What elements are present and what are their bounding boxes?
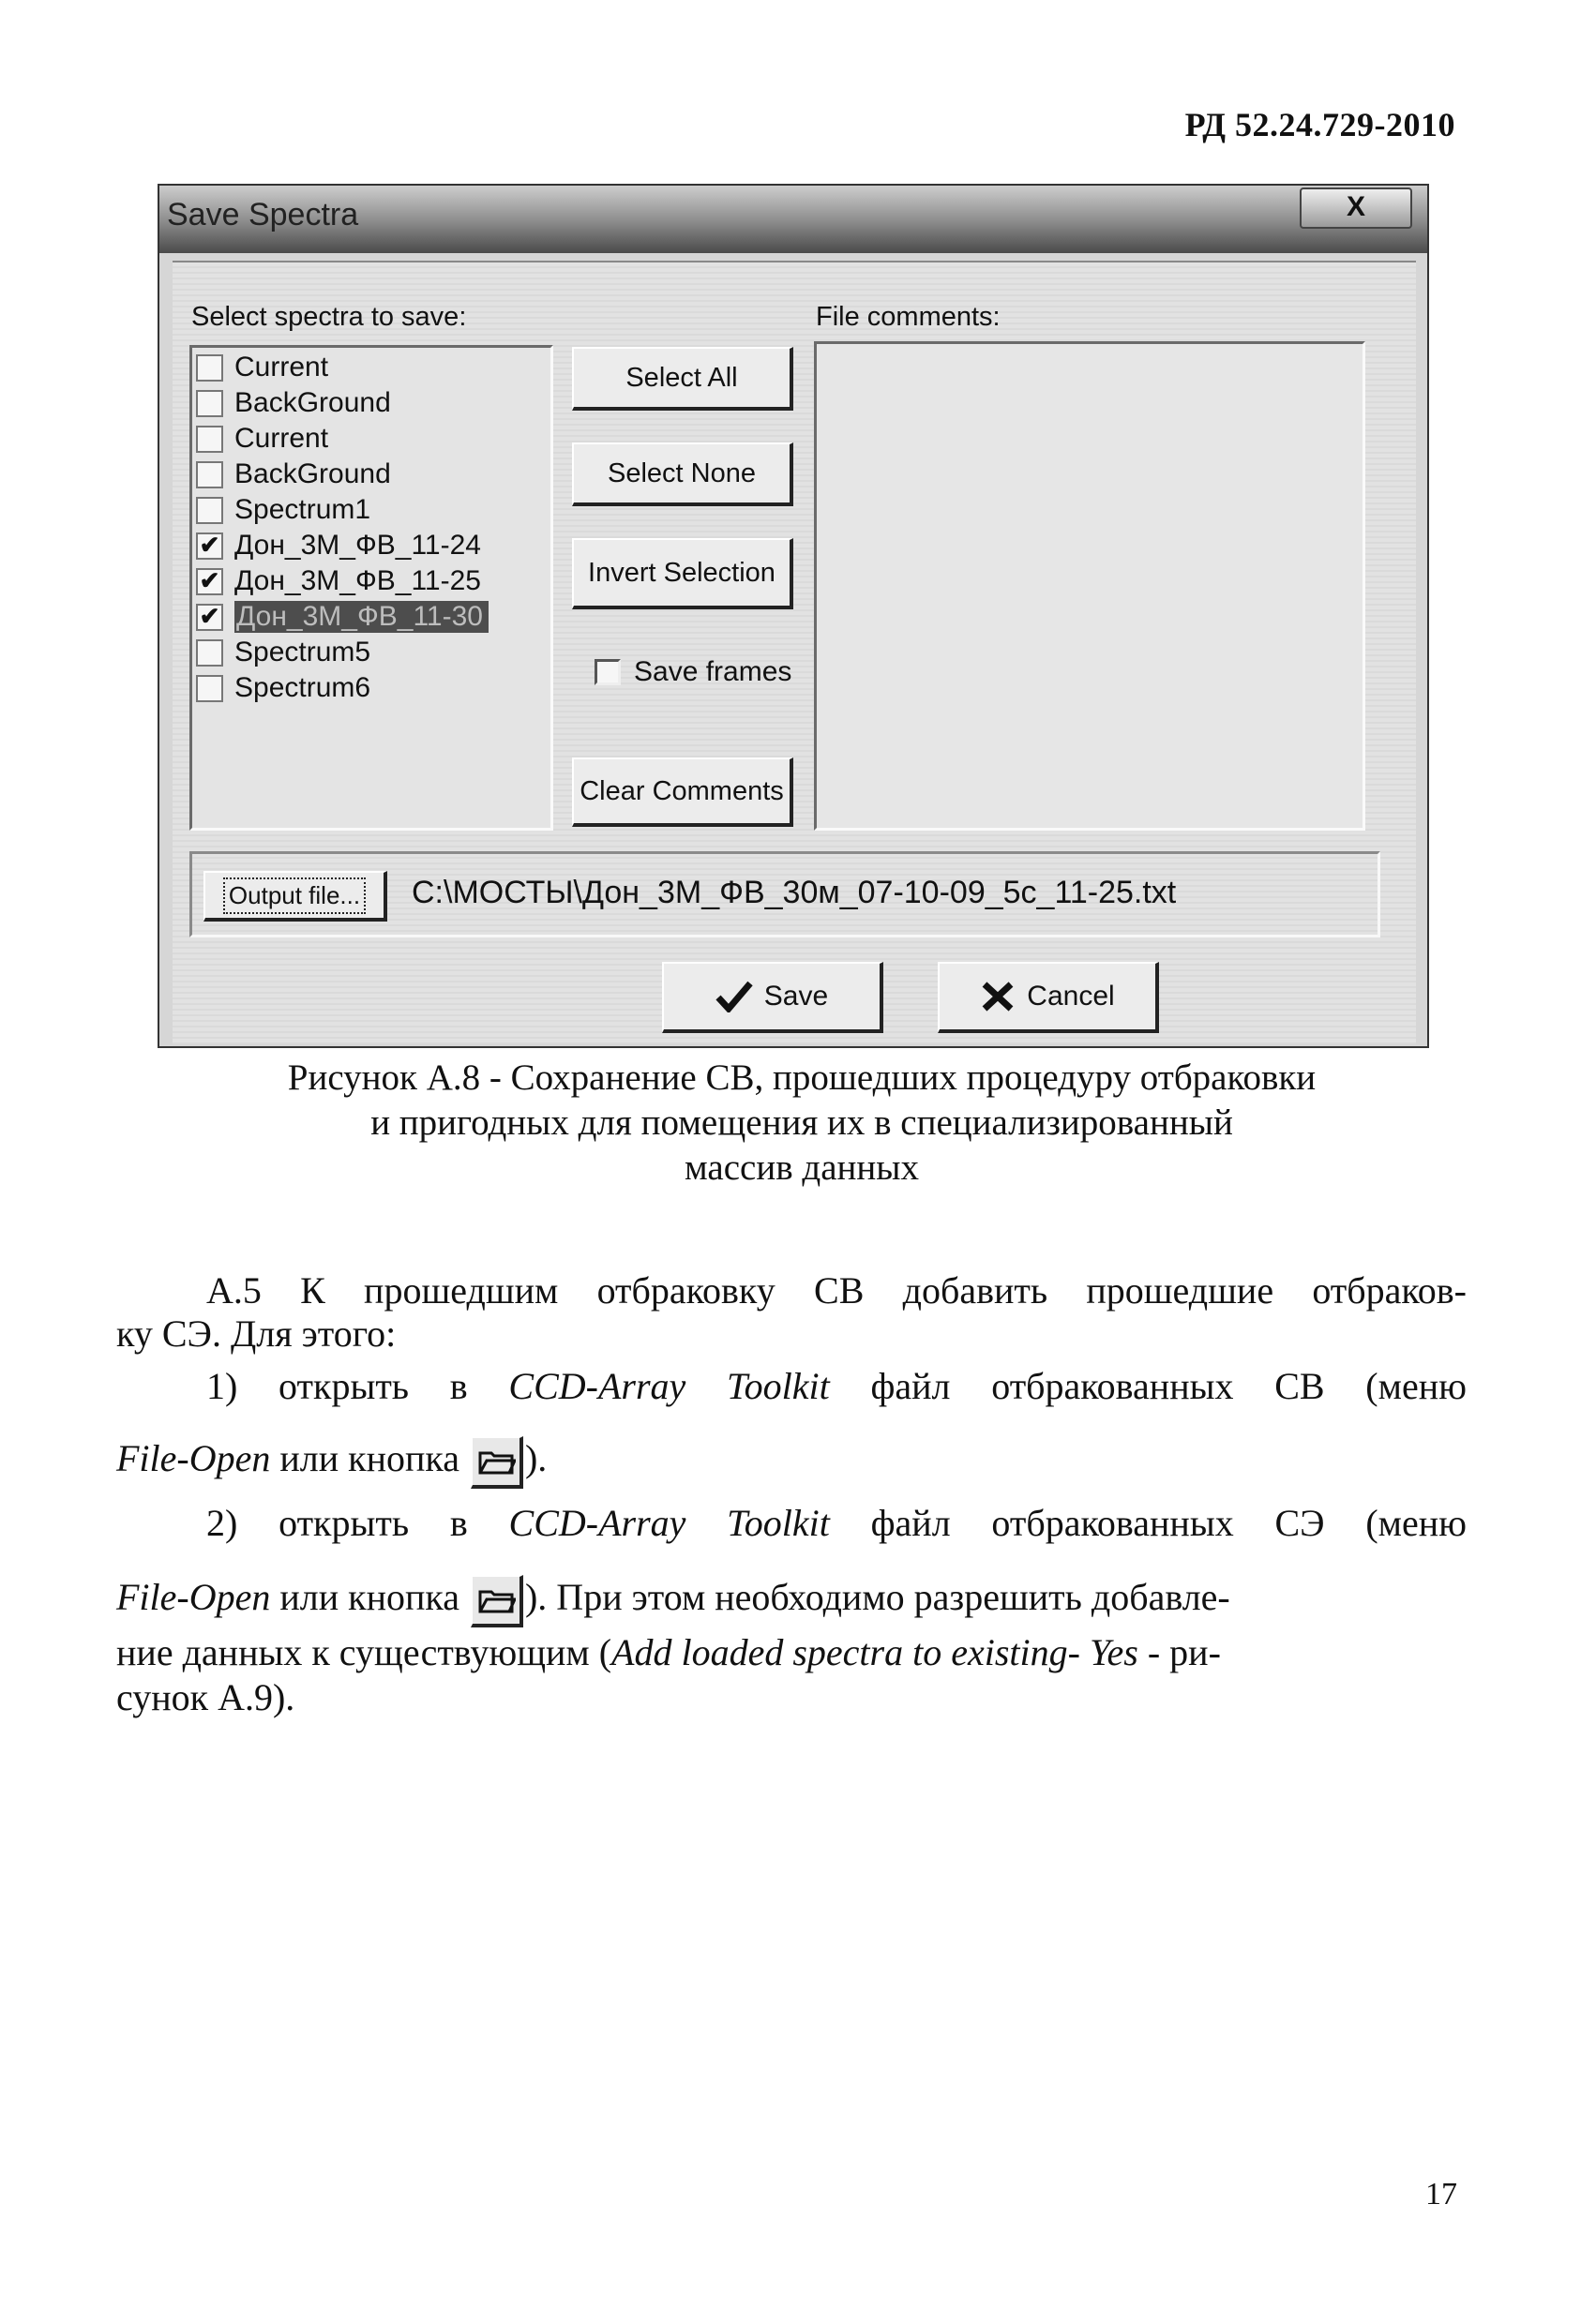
output-file-button[interactable] <box>203 871 387 922</box>
item1-text-a: 1) открыть в <box>206 1365 509 1407</box>
spectrum-list-item[interactable] <box>192 421 550 457</box>
spectrum-checkbox[interactable] <box>196 675 223 702</box>
open-folder-button-2[interactable] <box>471 1575 523 1627</box>
save-button[interactable] <box>662 962 883 1033</box>
paragraph-a5-line-2: ку СЭ. Для этого: <box>116 1312 397 1355</box>
spectrum-name: Дон_3М_ФВ_11-24 <box>234 530 481 561</box>
spectrum-checkbox[interactable]: ✔ <box>196 568 223 595</box>
list-item-1-text <box>206 1365 1467 1408</box>
list-item-2-text <box>206 1502 1467 1545</box>
spectrum-checkbox[interactable]: ✔ <box>196 604 223 631</box>
spectrum-checkbox[interactable]: ✔ <box>196 532 223 560</box>
output-file-group <box>189 851 1380 937</box>
list-item-2-line-1 <box>116 1502 1467 1545</box>
item2-option-name: Add loaded spectra to existing- Yes <box>611 1631 1138 1673</box>
spectrum-checkbox[interactable] <box>196 639 223 667</box>
spectrum-checkbox[interactable] <box>196 354 223 382</box>
cross-icon <box>980 981 1016 1012</box>
item2-text-a: 2) открыть в <box>206 1502 509 1544</box>
paragraph-a5-line-1 <box>116 1269 1467 1312</box>
spectrum-name: Current <box>234 423 329 454</box>
spectrum-list-item[interactable] <box>192 599 550 635</box>
spectrum-name: Дон_3М_ФВ_11-30 <box>234 601 489 633</box>
paragraph-a5-text-1: А.5 К прошедшим отбраковку СВ добавить прошедшие отбраков- <box>206 1269 1467 1312</box>
save-frames-checkbox[interactable] <box>591 656 791 688</box>
caption-line-2: и пригодных для помещения их в специализированный <box>370 1102 1233 1143</box>
save-frames-label: Save frames <box>634 656 792 687</box>
cancel-label: Cancel <box>1027 981 1115 1012</box>
item1-text-b: файл отбракованных СВ (меню <box>829 1365 1467 1407</box>
caption-line-3: массив данных <box>685 1147 919 1188</box>
close-icon: X <box>1346 191 1365 222</box>
cancel-button[interactable] <box>938 962 1159 1033</box>
spectrum-list-item[interactable] <box>192 670 550 706</box>
select-none-button[interactable]: Select None <box>572 442 793 506</box>
item2-text-e: ние данных к существующим ( <box>116 1631 612 1673</box>
output-file-path: C:\МОСТЫ\Дон_3М_ФВ_30м_07-10-09_5с_11-25.txt <box>412 875 1177 910</box>
spectrum-list-item[interactable] <box>192 492 550 528</box>
folder-open-icon <box>478 1586 516 1614</box>
file-comments-textarea[interactable] <box>814 341 1365 831</box>
clear-comments-button[interactable]: Clear Comments <box>572 757 793 827</box>
spectrum-checkbox[interactable] <box>196 426 223 453</box>
invert-selection-button[interactable]: Invert Selection <box>572 538 793 609</box>
checkmark-icon <box>715 981 753 1012</box>
list-item-1-line-1 <box>116 1365 1467 1408</box>
spectrum-name: Spectrum6 <box>234 672 371 703</box>
spectrum-name: Дон_3М_ФВ_11-25 <box>234 565 481 596</box>
caption-line-1: Рисунок А.8 - Сохранение СВ, прошедших процедуру отбраковки <box>287 1057 1317 1098</box>
item2-text-f: - ри- <box>1137 1631 1221 1673</box>
item2-app-name: CCD-Array Toolkit <box>508 1502 830 1544</box>
save-spectra-dialog <box>158 184 1429 1048</box>
list-item-2-line-4: сунок А.9). <box>116 1676 295 1718</box>
spectrum-list-item[interactable] <box>192 385 550 421</box>
spectrum-list-item[interactable] <box>192 635 550 670</box>
item2-menu-name: File-Open <box>116 1576 271 1619</box>
document-code: РД 52.24.729-2010 <box>1184 106 1455 143</box>
dialog-client-area <box>173 261 1416 1044</box>
spectrum-list-item[interactable] <box>192 457 550 492</box>
spectrum-name: Current <box>234 352 329 382</box>
item2-text-d: ). При этом необходимо разрешить добавле- <box>524 1576 1230 1619</box>
folder-open-icon <box>478 1447 516 1476</box>
list-item-2-line-2 <box>116 1575 1467 1627</box>
figure-caption <box>158 1056 1446 1191</box>
item1-text-c: или кнопка <box>270 1437 469 1480</box>
dialog-title: Save Spectra <box>167 197 359 232</box>
spectra-list[interactable] <box>189 345 553 831</box>
close-button[interactable] <box>1300 187 1412 229</box>
spectrum-name: Spectrum1 <box>234 494 371 525</box>
save-label: Save <box>763 981 829 1012</box>
item1-app-name: CCD-Array Toolkit <box>508 1365 830 1407</box>
spectrum-list-item[interactable] <box>192 350 550 385</box>
item1-menu-name: File-Open <box>116 1437 271 1480</box>
spectrum-name: BackGround <box>234 458 391 489</box>
list-item-2-line-3 <box>116 1631 1467 1674</box>
page-number: 17 <box>1425 2177 1457 2212</box>
list-item-1-line-2 <box>116 1436 1467 1489</box>
spectrum-list-item[interactable] <box>192 563 550 599</box>
select-all-button[interactable]: Select All <box>572 347 793 411</box>
save-frames-box <box>595 659 621 685</box>
spectrum-checkbox[interactable] <box>196 497 223 524</box>
open-folder-button[interactable] <box>471 1436 523 1489</box>
dialog-titlebar <box>159 186 1427 253</box>
spectrum-name: Spectrum5 <box>234 637 371 667</box>
select-spectra-label: Select spectra to save: <box>191 302 467 332</box>
spectrum-checkbox[interactable] <box>196 390 223 417</box>
spectrum-list-item[interactable] <box>192 528 550 563</box>
spectrum-checkbox[interactable] <box>196 461 223 488</box>
output-file-label: Output file... <box>223 877 366 914</box>
item1-text-d: ). <box>524 1437 548 1480</box>
spectrum-name: BackGround <box>234 387 391 418</box>
item2-text-b: файл отбракованных СЭ (меню <box>829 1502 1467 1544</box>
file-comments-label: File comments: <box>816 302 1001 332</box>
item2-text-c: или кнопка <box>270 1576 469 1619</box>
